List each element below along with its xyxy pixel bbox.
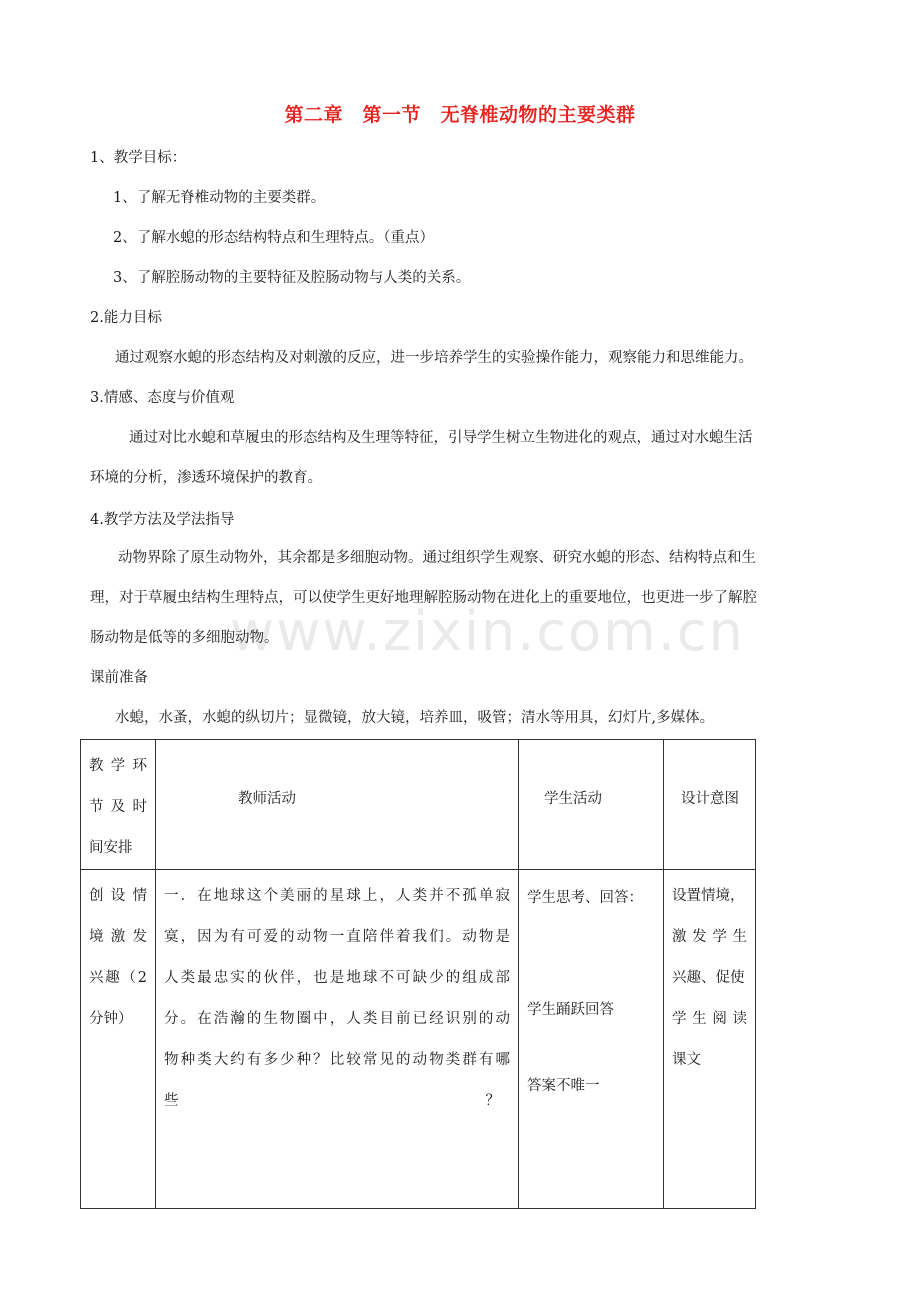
method-text-line-3: 肠动物是低等的多细胞动物。 — [90, 630, 279, 646]
prep-heading: 课前准备 — [90, 670, 148, 686]
teacher-question-mark: ？ — [485, 1093, 500, 1109]
design-line-4: 学生阅读 — [672, 1011, 747, 1027]
header-design-label: 设计意图 — [681, 791, 739, 807]
header-stage-line-3: 间安排 — [89, 840, 133, 856]
student-activity-3: 答案不唯一 — [527, 1078, 600, 1094]
header-cell-stage — [81, 740, 156, 870]
design-line-2: 激发学生 — [672, 929, 747, 945]
method-heading: 4.教学方法及学法指导 — [90, 512, 235, 528]
goal-item-2: 2、了解水螅的形态结构特点和生理特点。（重点） — [113, 230, 434, 246]
stage-line-2: 境激发 — [89, 929, 147, 945]
method-text-line-1: 动物界除了原生动物外，其余都是多细胞动物。通过组织学生观察、研究水螅的形态、结构特点和生 — [118, 550, 756, 566]
lesson-plan-table — [80, 739, 756, 1209]
stage-line-1: 创设情 — [89, 888, 147, 904]
stage-line-4: 分钟） — [89, 1011, 133, 1027]
teacher-line-6-text: 些 — [164, 1093, 179, 1109]
header-cell-student — [519, 740, 664, 870]
teacher-line-3: 人类最忠实的伙伴，也是地球不可缺少的组成部 — [164, 970, 510, 986]
row-cell-stage — [81, 870, 156, 1209]
design-line-5: 课文 — [672, 1052, 701, 1068]
design-line-3: 兴趣、促使 — [672, 970, 745, 986]
header-student-label: 学生活动 — [544, 791, 602, 807]
design-line-1: 设置情境， — [672, 888, 745, 904]
ability-heading: 2.能力目标 — [90, 310, 162, 326]
header-teacher-label: 教师活动 — [238, 791, 296, 807]
table-row — [81, 870, 756, 1209]
teacher-line-4: 分。在浩瀚的生物圈中，人类目前已经识别的动 — [164, 1011, 510, 1027]
emotion-heading: 3.情感、态度与价值观 — [90, 390, 235, 406]
emotion-text-line-1: 通过对比水螅和草履虫的形态结构及生理等特征，引导学生树立生物进化的观点，通过对水螅生活 — [129, 430, 753, 446]
row-cell-teacher — [156, 870, 519, 1209]
stage-line-3: 兴趣（2 — [89, 970, 147, 986]
student-activity-2: 学生踊跃回答 — [527, 1002, 614, 1018]
teacher-line-5: 物种类大约有多少种？比较常见的动物类群有哪 — [164, 1052, 510, 1068]
watermark-text: www.zixin.com.cn — [230, 600, 745, 663]
page-title: 第二章 第一节 无脊椎动物的主要类群 — [284, 104, 636, 126]
method-text-line-2: 理，对于草履虫结构生理特点，可以使学生更好地理解腔肠动物在进化上的重要地位，也更进一步了解腔 — [90, 590, 757, 606]
student-activity-1: 学生思考、回答： — [527, 890, 643, 906]
teacher-line-6 — [164, 1081, 510, 1122]
row-cell-design — [664, 870, 756, 1209]
prep-text: 水螅，水蚤，水螅的纵切片；显微镜，放大镜，培养皿，吸管；清水等用具，幻灯片,多媒体。 — [115, 710, 715, 726]
goal-item-1: 1、了解无脊椎动物的主要类群。 — [113, 190, 326, 206]
table-header-row — [81, 740, 756, 870]
teacher-line-2: 寞，因为有可爱的动物一直陪伴着我们。动物是 — [164, 929, 510, 945]
ability-text: 通过观察水螅的形态结构及对刺激的反应，进一步培养学生的实验操作能力，观察能力和思维能力。 — [115, 350, 753, 366]
emotion-text-line-2: 环境的分析，渗透环境保护的教育。 — [90, 470, 322, 486]
goal-item-3: 3、了解腔肠动物的主要特征及腔肠动物与人类的关系。 — [113, 270, 471, 286]
teacher-line-1: 一．在地球这个美丽的星球上，人类并不孤单寂 — [164, 888, 510, 904]
header-cell-teacher — [156, 740, 519, 870]
header-stage-line-1: 教学环 — [89, 758, 147, 774]
header-cell-design — [664, 740, 756, 870]
row-cell-student — [519, 870, 664, 1209]
goals-heading: 1、教学目标： — [90, 150, 187, 166]
header-stage-line-2: 节及时 — [89, 799, 147, 815]
